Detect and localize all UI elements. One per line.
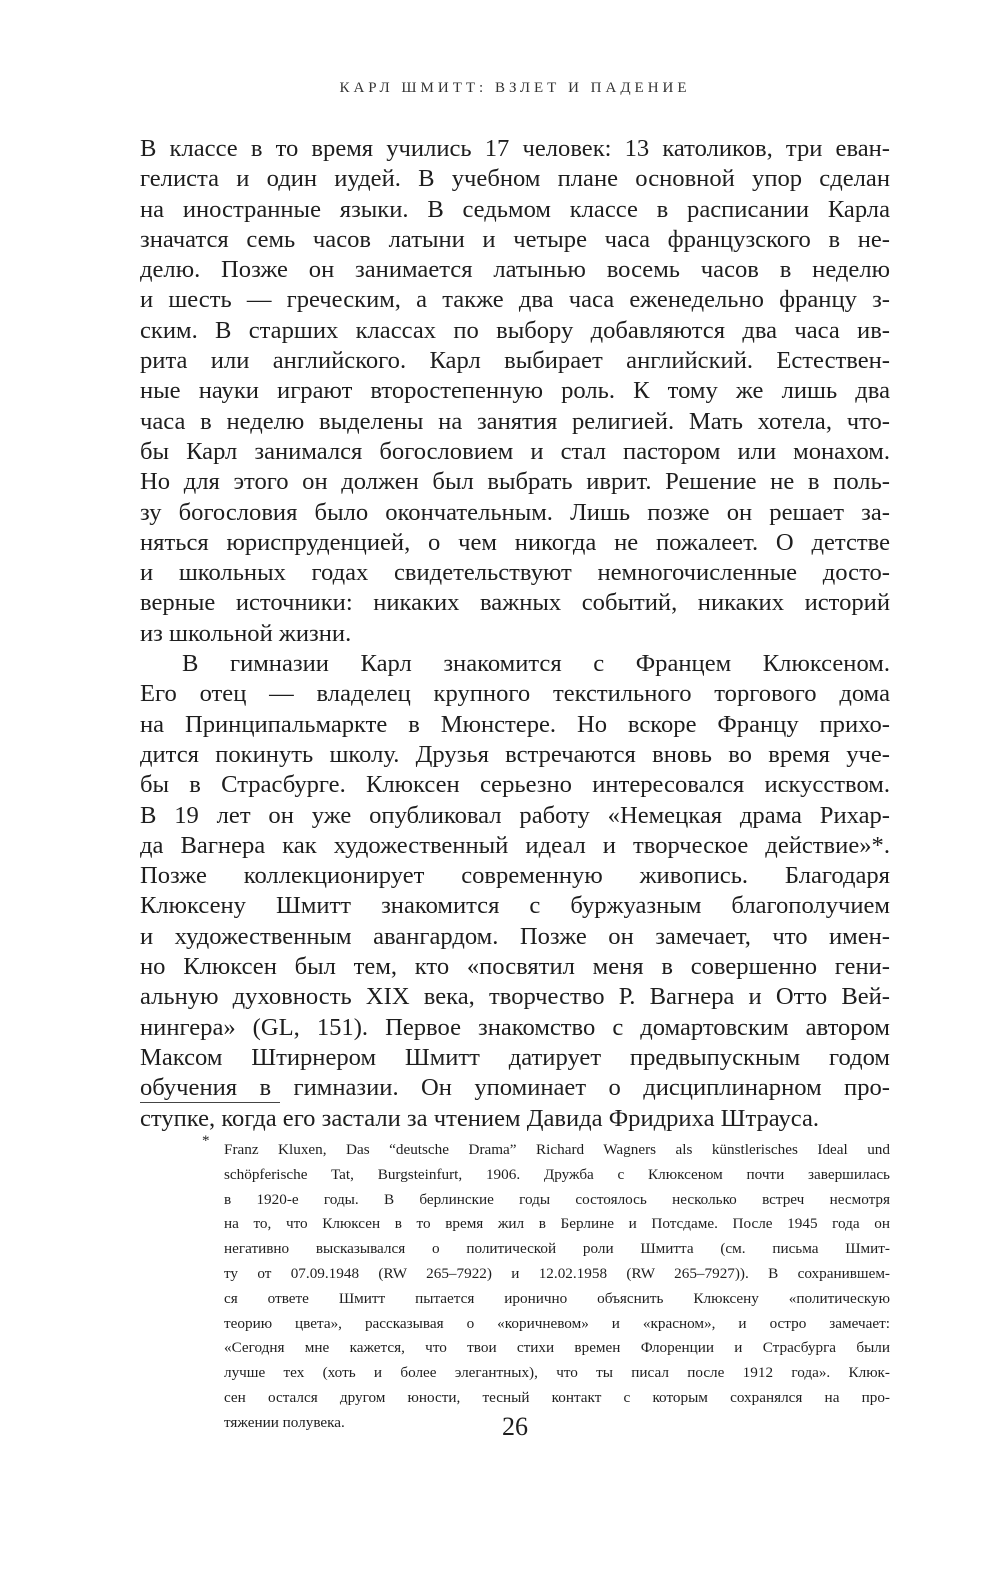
text-line: рита или английского. Карл выбирает английский. Естествен-: [140, 347, 890, 375]
text-line: но Клюксен был тем, кто «посвятил меня в совершенно гени-: [140, 953, 890, 981]
text-line: Его отец — владелец крупного текстильного торгового дома: [140, 680, 890, 708]
text-line: гелиста и один иудей. В учебном плане основной упор сделан: [140, 165, 890, 193]
footnote: [202, 1133, 890, 1436]
text-line: делю. Позже он занимается латынью восемь часов в неделю: [140, 256, 890, 284]
text-line: ским. В старших классах по выбору добавляются два часа ив-: [140, 316, 890, 344]
text-line: няться юриспруденцией, о чем никогда не пожалеет. О детстве: [140, 528, 890, 556]
text-line: на иностранные языки. В седьмом классе в расписании Карла: [140, 195, 890, 223]
text-line: часа в неделю выделены на занятия религией. Мать хотела, что-: [140, 407, 890, 435]
text-line: зу богословия было окончательным. Лишь позже он решает за-: [140, 498, 890, 526]
text-line: В 19 лет он уже опубликовал работу «Немецкая драма Рихар-: [140, 801, 890, 829]
text-line: верные источники: никаких важных событий, никаких историй: [140, 589, 890, 617]
text-line: Но для этого он должен был выбрать иврит. Решение не в поль-: [140, 468, 890, 496]
footnote-line: тяжении полувека.: [224, 1413, 345, 1431]
text-line: да Вагнера как художественный идеал и творческое действие»*.: [140, 831, 890, 859]
paragraph-2: [140, 649, 890, 1134]
footnote-line: теорию цвета», рассказывая о «коричневом» и «красном», и остро замечает:: [224, 1314, 890, 1332]
footnote-line: schöpferische Tat, Burgsteinfurt, 1906. Дружба с Клюксеном почти завершилась: [224, 1165, 890, 1183]
text-line: ные науки играют второстепенную роль. К тому же лишь два: [140, 377, 890, 405]
text-line: и художественным авангардом. Позже он замечает, что имен-: [140, 922, 890, 950]
footnote-marker: *: [202, 1133, 210, 1149]
text-line: В классе в то время учились 17 человек: 13 католиков, три еван-: [140, 135, 890, 162]
footnote-line: негативно высказывался о политической роли Шмитта (см. письма Шмит-: [224, 1240, 890, 1258]
text-line: обучения в гимназии. Он упоминает о дисциплинарном про-: [140, 1074, 890, 1102]
text-line: Позже коллекционирует современную живопись. Благодаря: [140, 862, 890, 890]
footnote-separator: [140, 1102, 280, 1103]
page-number: 26: [502, 1412, 528, 1441]
footnote-line: «Сегодня мне кажется, что твои стихи времен Флоренции и Страсбурга были: [224, 1339, 890, 1357]
footnote-line: ся ответе Шмитт пытается иронично объяснить Клюксену «политическую: [224, 1289, 890, 1307]
footnote-line: Franz Kluxen, Das “deutsche Drama” Richard Wagners als künstlerisches Ideal und: [224, 1141, 890, 1158]
text-line: бы в Страсбурге. Клюксен серьезно интересовался искусством.: [140, 771, 890, 799]
text-line: значатся семь часов латыни и четыре часа французского в не-: [140, 225, 890, 253]
text-line: ступке, когда его застали за чтением Давида Фридриха Штрауса.: [140, 1104, 820, 1132]
text-line: Клюксену Шмитт знакомится с буржуазным благополучием: [140, 892, 890, 920]
text-line: нингера» (GL, 151). Первое знакомство с домартовским автором: [140, 1013, 890, 1041]
text-line: дится покинуть школу. Друзья встречаются вновь во время уче-: [140, 740, 890, 768]
text-line: из школьной жизни.: [140, 619, 352, 647]
text-line: на Принципальмаркте в Мюнстере. Но вскоре Францу прихо-: [140, 710, 890, 738]
footnote-line: в 1920-е годы. В берлинские годы состоялось несколько встреч несмотря: [224, 1190, 890, 1208]
text-line: Максом Штирнером Шмитт датирует предвыпускным годом: [140, 1043, 890, 1071]
footnote-line: лучше тех (хоть и более элегантных), что ты писал после 1912 года». Клюк-: [224, 1364, 890, 1382]
footnote-line: ту от 07.09.1948 (RW 265–7922) и 12.02.1958 (RW 265–7927)). В сохранившем-: [224, 1264, 890, 1282]
text-line: В гимназии Карл знакомится с Францем Клюксеном.: [182, 650, 890, 678]
footnote-line: сен остался другом юности, тесный контакт с которым сохранялся на про-: [224, 1388, 890, 1406]
paragraph-1: [140, 134, 890, 649]
text-line: альную духовность XIX века, творчество Р. Вагнера и Отто Вей-: [140, 983, 890, 1011]
text-line: и школьных годах свидетельствуют немногочисленные досто-: [140, 559, 890, 587]
running-head: КАРЛ ШМИТТ: ВЗЛЕТ И ПАДЕНИЕ: [339, 80, 691, 96]
footnote-line: на то, что Клюксен в то время жил в Берлине и Потсдаме. После 1945 года он: [224, 1215, 890, 1233]
text-line: и шесть — греческим, а также два часа еженедельно францу з-: [140, 286, 890, 314]
body-text: [140, 134, 890, 1134]
text-line: бы Карл занимался богословием и стал пастором или монахом.: [140, 437, 890, 465]
